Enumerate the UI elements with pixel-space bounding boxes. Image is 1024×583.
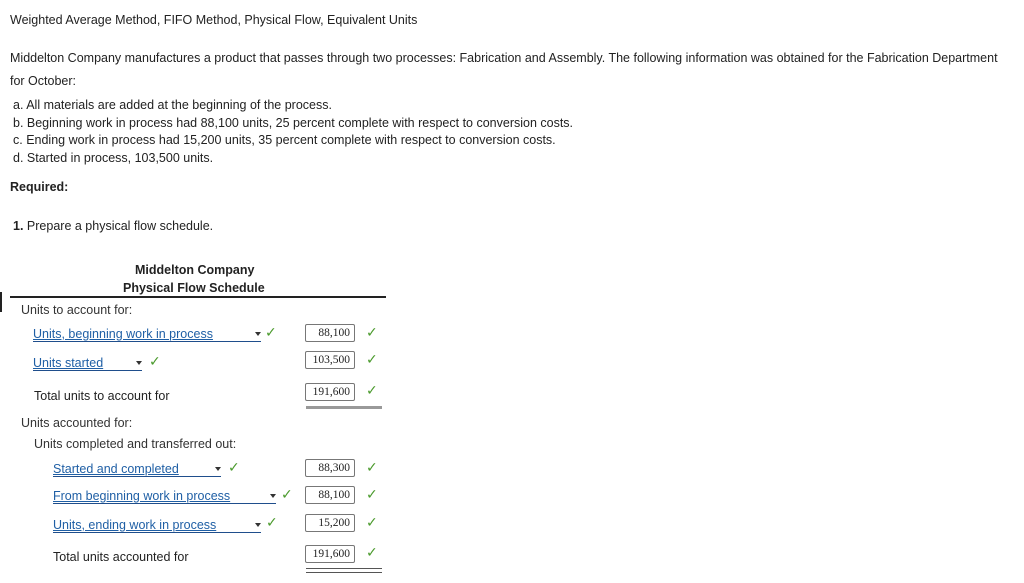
- select-value: Units started: [33, 355, 104, 370]
- checkmark-icon: ✓: [366, 544, 378, 560]
- checkmark-icon: ✓: [149, 353, 161, 369]
- select-units-started[interactable]: [33, 355, 142, 371]
- caret-down-icon: [255, 523, 261, 527]
- select-beginning-wip[interactable]: [33, 326, 261, 342]
- checkmark-icon: ✓: [366, 486, 378, 502]
- problem-items: [13, 97, 573, 168]
- value-input-started-completed[interactable]: 88,300: [305, 459, 355, 477]
- item-c: c. Ending work in process had 15,200 units, 35 percent complete with respect to conversion costs.: [13, 133, 556, 148]
- checkmark-icon: ✓: [366, 382, 378, 398]
- total-accounted-label: Total units accounted for: [53, 550, 189, 564]
- item-a: a. All materials are added at the beginning of the process.: [13, 98, 332, 112]
- checkmark-icon: ✓: [366, 459, 378, 475]
- select-value: Units, ending work in process: [53, 517, 217, 532]
- checkmark-icon: ✓: [266, 514, 278, 530]
- subtotal-rule: [306, 406, 382, 409]
- caret-down-icon: [136, 361, 142, 365]
- select-from-beginning-wip[interactable]: [53, 488, 276, 504]
- schedule-company: Middelton Company: [135, 263, 255, 277]
- caret-down-icon: [255, 332, 261, 336]
- question-number: 1.: [13, 219, 24, 233]
- select-ending-wip[interactable]: [53, 517, 261, 533]
- item-b: b. Beginning work in process had 88,100 units, 25 percent complete with respect to conversion costs.: [13, 115, 574, 130]
- checkmark-icon: ✓: [281, 486, 293, 502]
- checkmark-icon: ✓: [366, 514, 378, 530]
- total-to-account-input[interactable]: 191,600: [305, 383, 355, 401]
- required-label: Required:: [10, 180, 69, 194]
- units-to-account-label: Units to account for:: [21, 303, 133, 317]
- total-to-account-label: Total units to account for: [34, 389, 170, 403]
- units-accounted-label: Units accounted for:: [21, 416, 133, 430]
- checkmark-icon: ✓: [265, 324, 277, 340]
- total-accounted-input[interactable]: 191,600: [305, 545, 355, 563]
- checkmark-icon: ✓: [366, 351, 378, 367]
- completed-transferred-label: Units completed and transferred out:: [34, 437, 237, 451]
- item-d: d. Started in process, 103,500 units.: [13, 151, 214, 166]
- select-value: From beginning work in process: [53, 488, 231, 503]
- checkmark-icon: ✓: [228, 459, 240, 475]
- value-input-units-started[interactable]: 103,500: [305, 351, 355, 369]
- schedule-title: Physical Flow Schedule: [123, 281, 265, 295]
- total-double-rule: [306, 568, 382, 573]
- problem-intro: Middelton Company manufactures a product that passes through two processes: Fabrication and Assembly. The following information was obtained for the Fabrication Department for October:: [10, 51, 998, 88]
- checkmark-icon: ✓: [366, 324, 378, 340]
- value-input-ending-wip[interactable]: 15,200: [305, 514, 355, 532]
- left-edge-marker: [0, 292, 5, 312]
- caret-down-icon: [215, 467, 221, 471]
- select-value: Started and completed: [53, 461, 179, 476]
- select-value: Units, beginning work in process: [33, 326, 213, 341]
- value-input-from-beginning-wip[interactable]: 88,100: [305, 486, 355, 504]
- question-1: [13, 219, 213, 233]
- select-started-completed[interactable]: [53, 461, 221, 477]
- problem-title: Weighted Average Method, FIFO Method, Physical Flow, Equivalent Units: [10, 13, 418, 27]
- value-input-beginning-wip[interactable]: 88,100: [305, 324, 355, 342]
- header-rule: [10, 296, 386, 298]
- caret-down-icon: [270, 494, 276, 498]
- question-text: Prepare a physical flow schedule.: [26, 219, 214, 233]
